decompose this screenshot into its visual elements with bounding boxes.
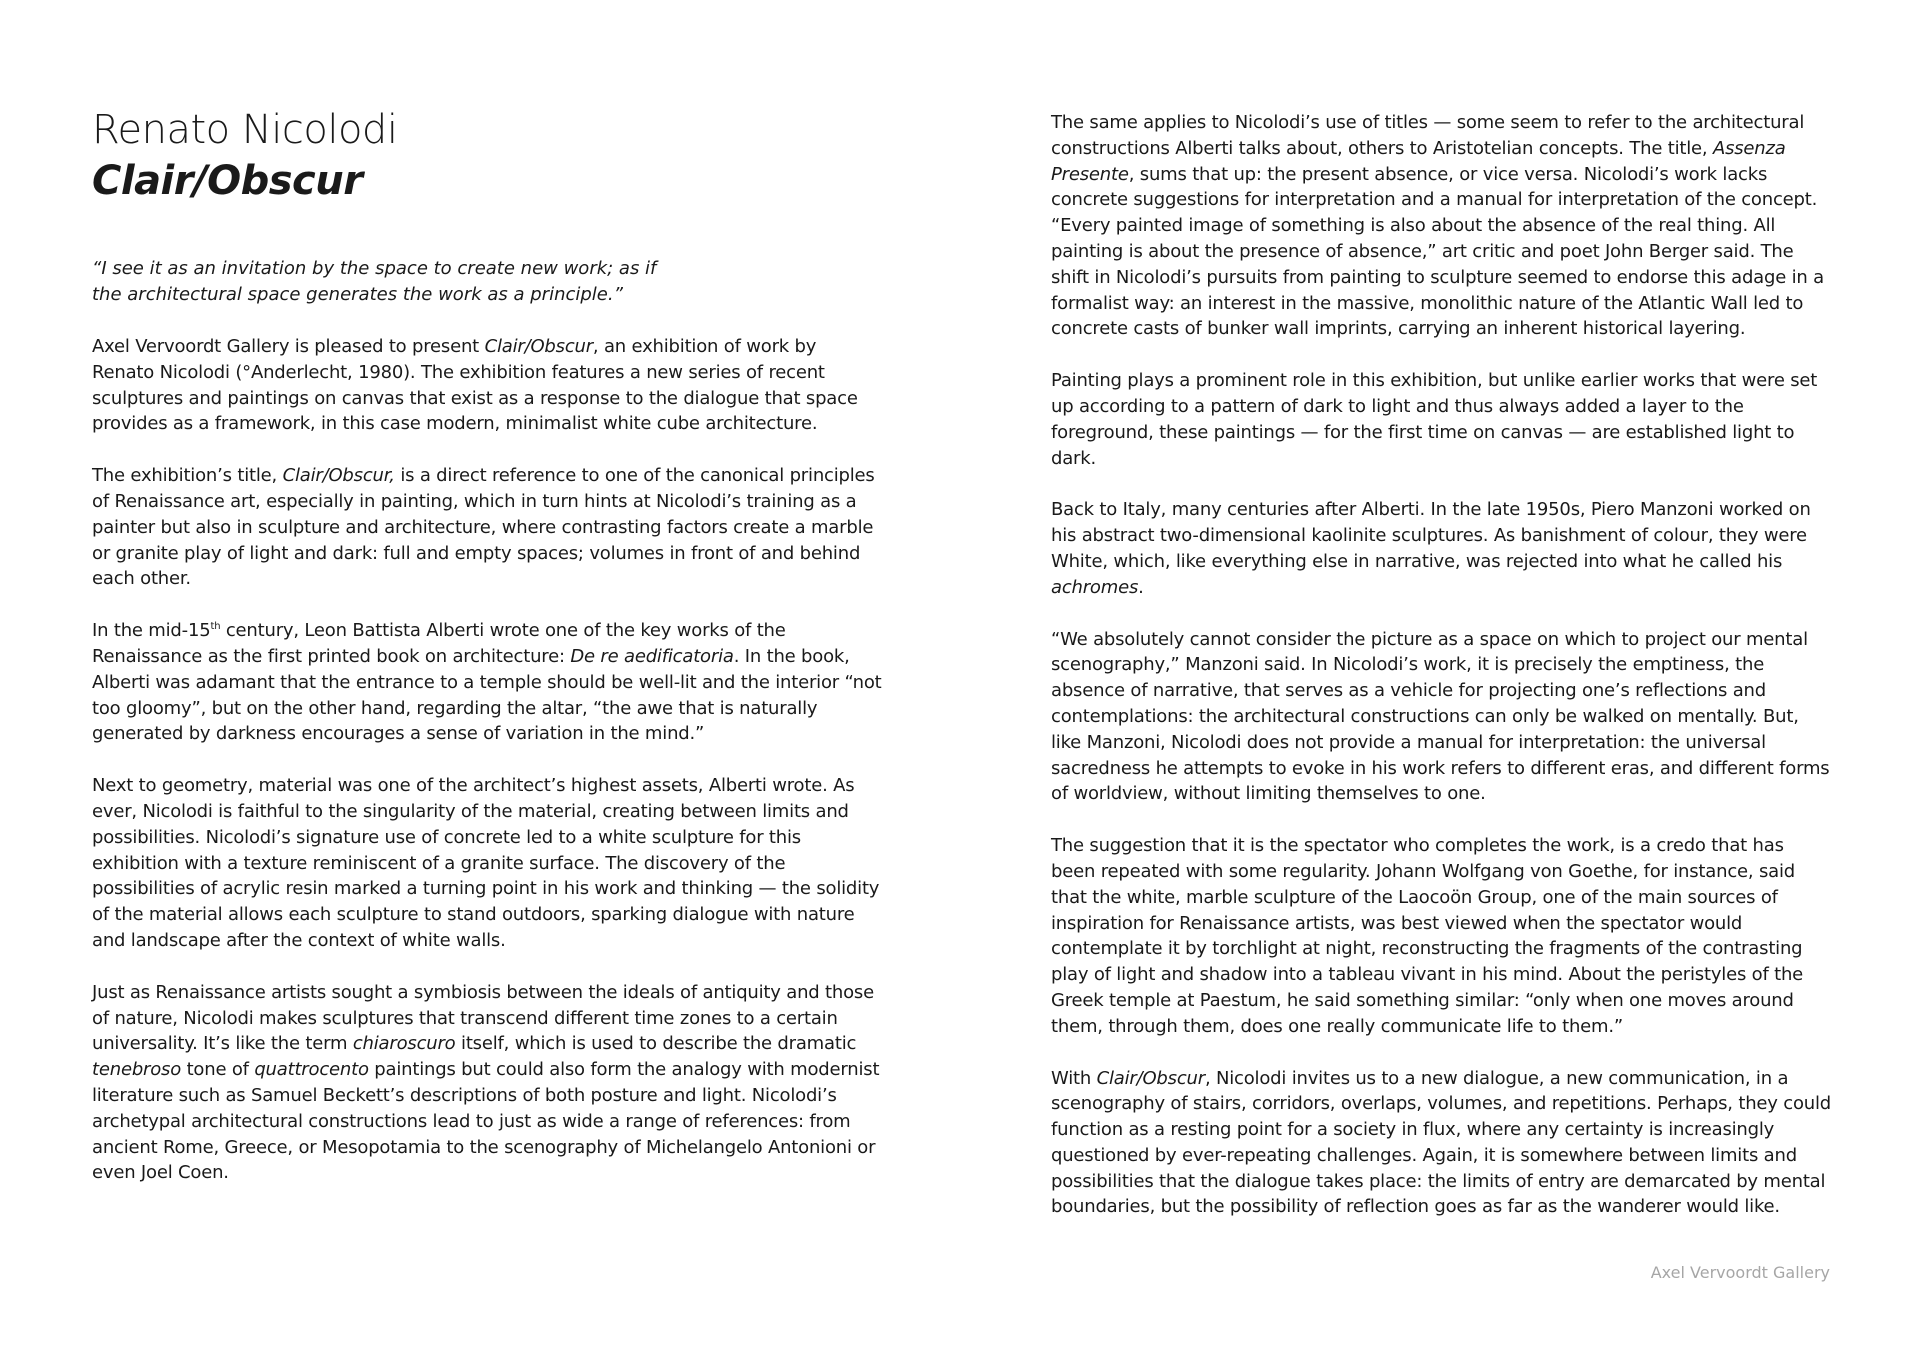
paragraph: Painting plays a prominent role in this exhibition, but unlike earlier works that were set up according to a pattern of dark to light and thus always added a layer to the foreground, these paintings — for the first time on canvas — are established light to dark. [1051,370,1818,469]
exhibition-title: Clair/Obscur [92,158,363,204]
paragraph: The suggestion that it is the spectator who completes the work, is a credo that has been repeated with some regularity. Johann Wolfgang von Goethe, for instance, said that the white, marble sculpture of the Laocoön Group, one of the main sources of inspiration for Renaissance artists, was best viewed when the spectator would contemplate it by torchlight at night, reconstructing the fragments of the contrasting play of light and shadow into a tableau vivant in his mind. About the peristyles of the Greek temple at Paestum, he said something similar: “only when one moves around them, through them, does one really communicate life to them.” [1051,835,1804,1037]
paragraph: With Clair/Obscur, Nicolodi invites us to a new dialogue, a new communication, in a scenography of stairs, corridors, overlaps, volumes, and repetitions. Perhaps, they could function as a resting point for a society in flux, where any certainty is increasingly questioned by ever-repeating challenges. Again, it is somewhere between limits and possibilities that the dialogue takes place: the limits of entry are demarcated by mental boundaries, but the possibility of reflection goes as far as the wanderer would like. [1051,1067,1832,1218]
right-column [1051,110,1831,1246]
paragraph: Axel Vervoordt Gallery is pleased to present Clair/Obscur, an exhibition of work by Renato Nicolodi (°Anderlecht, 1980). The exhibition features a new series of recent sculptures and paintings on canvas that exist as a response to the dialogue that space provides as a framework, in this case modern, minimalist white cube architecture. [92,336,858,435]
gallery-footer: Axel Vervoordt Gallery [1650,1263,1830,1282]
paragraph: In the mid-15th century, Leon Battista Alberti wrote one of the key works of the Renaissance as the first printed book on architecture: De re aedificatoria. In the book, Alberti was adamant that the entrance to a temple should be well-lit and the interior “not too gloomy”, but on the other hand, regarding the altar, “the awe that is naturally generated by darkness encourages a sense of variation in the mind.” [92,620,882,745]
artist-name: Renato Nicolodi [92,107,398,153]
artist-quote: “I see it as an invitation by the space to create new work; as if the architectural space generates the work as a principle.” [92,258,657,305]
left-column [92,104,882,1212]
paragraph: The exhibition’s title, Clair/Obscur, is a direct reference to one of the canonical principles of Renaissance art, especially in painting, which in turn hints at Nicolodi’s training as a painter but also in sculpture and architecture, where contrasting factors create a marble or granite play of light and dark: full and empty spaces; volumes in front of and behind each other. [92,465,875,590]
paragraph: Back to Italy, many centuries after Alberti. In the late 1950s, Piero Manzoni worked on his abstract two-dimensional kaolinite sculptures. As banishment of colour, they were White, which, like everything else in narrative, was rejected into what he called his achromes. [1051,499,1811,598]
paragraph: “We absolutely cannot consider the picture as a space on which to project our mental scenography,” Manzoni said. In Nicolodi’s work, it is precisely the emptiness, the absence of narrative, that serves as a vehicle for projecting one’s reflections and contemplations: the architectural constructions can only be walked on mentally. But, like Manzoni, Nicolodi does not provide a manual for interpretation: the universal sacredness he attempts to evoke in his work refers to different eras, and different forms of worldview, without limiting themselves to one. [1051,628,1830,805]
paragraph: The same applies to Nicolodi’s use of titles — some seem to refer to the architectural constructions Alberti talks about, others to Aristotelian concepts. The title, Assenza Presente, sums that up: the present absence, or vice versa. Nicolodi’s work lacks concrete suggestions for interpretation and a manual for interpretation of the concept. “Every painted image of something is also about the absence of the real thing. All painting is about the presence of absence,” art critic and poet John Berger said. The shift in Nicolodi’s pursuits from painting to sculpture seemed to endorse this adage in a formalist way: an interest in the massive, monolithic nature of the Atlantic Wall led to concrete casts of bunker wall imprints, carrying an inherent historical layering. [1051,112,1824,340]
paragraph: Just as Renaissance artists sought a symbiosis between the ideals of antiquity and those of nature, Nicolodi makes sculptures that transcend different time zones to a certain universality. It’s like the term chiaroscuro itself, which is used to describe the dramatic tenebroso tone of quattrocento paintings but could also form the analogy with modernist literature such as Samuel Beckett’s descriptions of both posture and light. Nicolodi’s archetypal architectural constructions lead to just as wide a range of references: from ancient Rome, Greece, or Mesopotamia to the scenography of Michelangelo Antonioni or even Joel Coen. [92,981,880,1184]
paragraph: Next to geometry, material was one of the architect’s highest assets, Alberti wrote. As ever, Nicolodi is faithful to the singularity of the material, creating between limits and possibilities. Nicolodi’s signature use of concrete led to a white sculpture for this exhibition with a texture reminiscent of a granite surface. The discovery of the possibilities of acrylic resin marked a turning point in his work and thinking — the solidity of the material allows each sculpture to stand outdoors, sparking dialogue with nature and landscape after the context of white walls. [92,775,880,951]
